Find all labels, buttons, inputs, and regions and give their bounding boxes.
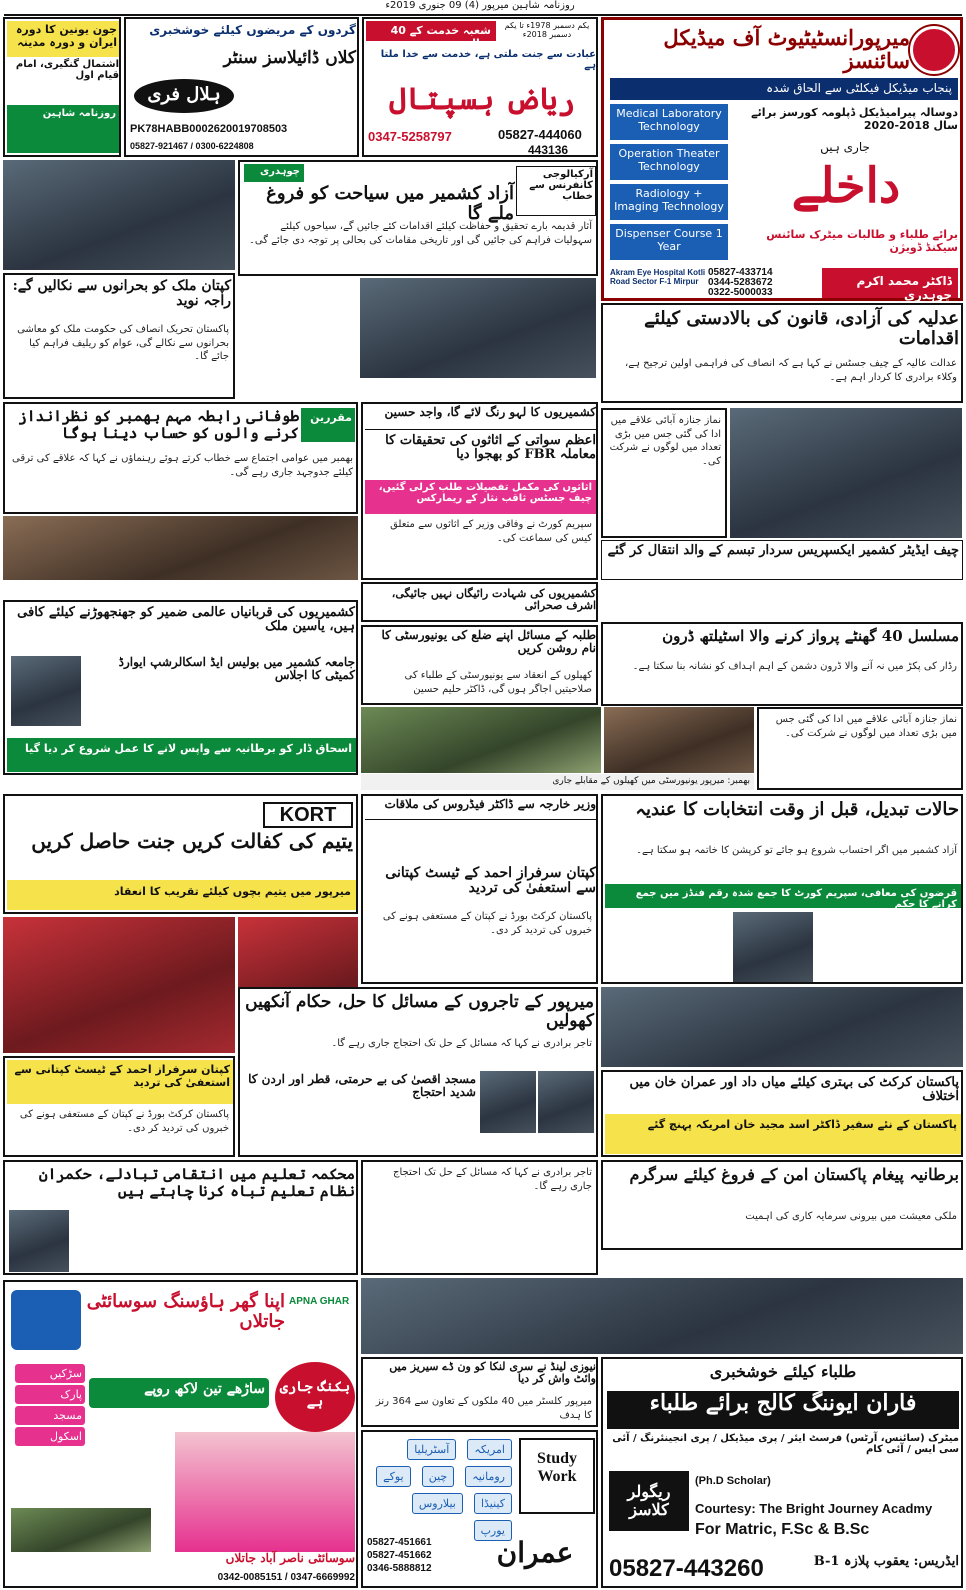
photo-orphans [3,917,235,1053]
drone-body: رڈار کی پکڑ میں نہ آنے والا ڈرون دشمن کے اہم اہداف کو نشانہ بنا سکتا ہے۔ [632,661,957,672]
institute-logo [910,26,958,74]
cricket-sub: پاکستان کے نئے سفیر ڈاکٹر اسد مجید خان امریکہ پہنچ گئے [605,1114,961,1154]
work-word: Work [537,1468,577,1485]
eligibility: برائے طلباء و طالبات میٹرک سائنس سیکنڈ ڈویژن [766,228,958,254]
conditions-headline: حالات تبدیل، قبل از وقت انتخابات کا عندیہ [635,799,959,820]
country-pill: چین [422,1466,455,1487]
cricket-headline: پاکستان کرکٹ کی بہتری کیلئے میاں داد اور عمران خان میں اختلاف [629,1075,959,1105]
study-word: Study [536,1450,578,1467]
riaz-since: یکم دسمبر 1978ء تا یکم دسمبر 2018ء [504,21,590,39]
ad-institute [601,17,963,301]
ad-study-work [361,1430,598,1588]
brief-headline: جون یونین کا دورہ ایران و دورہ مدینہ [7,21,119,57]
left-mid-body: پاکستان کرکٹ بورڈ نے کپتان کے مستعفی ہونے کی خبروں کی تردید کر دی۔ [19,1109,229,1134]
riaz-slogan: عبادت سے جنت ملتی ہے، خدمت سے خدا ملتا ہے [380,49,596,71]
study-work-logo [519,1438,595,1514]
country-pill: رومانیہ [465,1466,512,1487]
chief-editor-caption: چیف ایڈیٹر کشمیر ایکسپریس سردار تبسم کے والد انتقال کر گئے [601,540,963,580]
model-photo [175,1432,355,1552]
mid-brief-text: تاجر برادری نے کہا کہ مسائل کے حل تک احتجاج جاری رہے گا۔ [393,1167,592,1192]
feature-item: پارک [15,1385,85,1404]
apna-ghar-title: اپنا گھر ہاؤسنگ سوسائٹی جاتلاں [86,1291,285,1332]
traders-sub: مسجد اقصیٰ کی بے حرمتی، قطر اور اردن کا شدید احتجاج [248,1072,476,1100]
photo-sports [361,707,601,773]
judiciary-headline: عدلیہ کی آزادی، قانون کی بالادستی کیلئے اقدامات [644,308,959,349]
country-pill: یورپ [474,1520,512,1541]
study-phones [367,1536,471,1586]
housing-photo [11,1508,151,1552]
apna-ghar-logo [11,1290,81,1350]
story-martyrs [361,582,598,622]
sacrifice-footer: اسحاق ڈار کو برطانیہ سے واپس لانے کا عمل شروع کر دیا گیا [7,738,356,772]
feature-item: مسجد [15,1406,85,1425]
course-item: Medical Laboratory Technology [610,104,728,140]
students-sub: کھیلوں کے انعقاد سے یونیورسٹی کے طلباء کی صلاحیتیں اجاگر ہوں گی، ڈاکٹر حلیم حسین [404,670,592,695]
orphan-headline: یتیم کی کفالت کریں جنت حاصل کریں [31,829,353,853]
traders-body: تاجر برادری نے کہا کہ مسائل کے حل تک احتجاج جاری رہے گا۔ [331,1038,592,1049]
admission-word: داخلے [791,158,901,214]
feature-item: سڑکیں [15,1364,85,1383]
traders-headline: میرپور کے تاجروں کے مسائل کا حل، حکام آنکھیں کھولیں [245,992,594,1031]
photo-rally [3,516,358,580]
story-orphan [3,794,358,914]
country-pill: یوکے [376,1466,410,1487]
country-pill: آسٹریلیا [407,1439,456,1460]
story-tourism [238,160,598,276]
phone-number: 0344-5283672 [708,277,773,288]
uk-sub: ملکی معیشت میں بیرونی سرمایہ کاری کی اہمیت [745,1211,957,1222]
photo-audience [604,707,754,773]
phone-number: 0346-5888812 [367,1563,432,1574]
story-side-column [601,408,727,538]
photo-chief-editor [730,408,962,538]
story-uk [601,1160,963,1250]
tourism-body: آثار قدیمہ بارے تحقیق و حفاظت کیلئے اقدامات کئے جائیں گے، سیاحوں کیلئے سہولیات فراہم کی جائیں گی اور تاریخی مقامات کی بحالی پر توجہ دی جائے گی۔ [249,221,592,246]
fbr-body: سپریم کورٹ نے وفاقی وزیر کے اثاثوں سے متعلق کیس کی سماعت کی۔ [390,519,592,544]
fbr-sub: اثاثوں کی مکمل تفصیلات طلب کرلی گئیں، چیف جسٹس ثاقب نثار کے ریمارکس [365,480,596,514]
riaz-phone-primary: 0347-5258797 [368,129,452,144]
apna-ghar-phones: 0342-0085151 / 0347-6669992 [217,1572,355,1583]
portrait-yasin [11,656,81,726]
portrait-education [9,1210,69,1272]
kaptaan-body: پاکستان تحریک انصاف کی حکومت ملک کو معاشی بحرانوں سے نکالے گی، عوام کو ریلیف فراہم کیا جائے گا۔ [17,324,229,362]
country-pill: بیلاروس [412,1493,463,1514]
portrait-trader-1 [480,1071,536,1133]
program-line: دوسالہ پیرامیڈیکل ڈپلومہ کورسز برائے سال 2018-2020 [751,106,958,132]
nz-body: میرپور کلسٹر میں 40 ملکوں کے تعاون سے 364 رنز کا ہدف [375,1396,592,1421]
brief-footer: روزنامہ شاہین [7,105,119,153]
phone-number: 05827-451662 [367,1550,432,1561]
tourism-headline: آزاد کشمیر میں سیاحت کو فروغ ملے گا [266,183,514,224]
countries-grid [365,1436,515,1537]
story-drone [601,622,963,706]
college-top: طلباء کیلئے خوشخبری [709,1362,857,1381]
doctor-name: ڈاکٹر محمد اکرم چوہدری [822,268,958,298]
portrait-trader-2 [538,1071,594,1133]
college-phone: 05827-443260 [609,1555,764,1582]
story-left-mid [3,1056,235,1157]
storm-kicker: مقررین [301,408,355,442]
conditions-body: آزاد کشمیر میں اگر احتساب شروع ہو جائے تو کرپشن کا خاتمہ ہو سکتا ہے۔ [636,845,957,856]
left-mid-headline: کپتان سرفراز احمد کے ٹیسٹ کپتانی سے استعفیٰ کی تردید [7,1060,233,1104]
uk-headline: برطانیہ پیغام پاکستان امن کے فروغ کیلئے سرگرم [629,1165,959,1184]
institute-affiliation: پنجاب میڈیکل فیکلٹی سے الحاق شدہ [610,78,958,100]
phone-number: 0322-5000033 [708,287,773,298]
story-cricket [601,1070,963,1157]
course-item: Operation Theater Technology [610,144,728,180]
dialysis-brand: ہلال فری [134,79,234,113]
story-storm [3,402,358,514]
students-caption: بھمبر: میرپور یونیورسٹی میں کھیلوں کے مقابلے جاری [361,774,754,790]
foreign-body: پاکستان کرکٹ بورڈ نے کپتان کے مستعفی ہونے کی خبروں کی تردید کر دی۔ [382,911,592,936]
storm-body: بھمبر میں عوامی اجتماع سے خطاب کرتے ہوئے رہنماؤں نے کہا کہ علاقے کی ترقی کیلئے جدوجہد جاری رہے گی۔ [12,453,353,478]
phone-number: 05827-433714 [708,267,773,278]
tourism-kicker: چوہدری [244,164,304,182]
martyrs-headline: کشمیریوں کی شہادت رائیگاں نہیں جائیگی، اشرف صحرائی [391,587,596,613]
apna-ghar-plan: ساڑھے تین لاکھ روپے [89,1378,269,1408]
students-headline: طلبہ کے مسائل اپنے ضلع کی یونیورسٹی کا نام روشن کریں [381,628,596,656]
apna-ghar-features [15,1362,85,1502]
institute-name: میرپورانسٹیٹیوٹ آف میڈیکل سائنسز [663,25,910,74]
kaptaan-headline: کپتان ملک کو بحرانوں سے نکالیں گے: راجہ نوید [12,278,231,310]
study-name: عمران [496,1536,574,1569]
riaz-phone-tertiary: 443136 [528,143,569,157]
admission-continuing: جاری ہیں [820,140,870,154]
sacrifice-sub: جامعہ کشمیر میں بولیس ایڈ اسکالرشپ ایوارڈ کمیٹی کا اجلاس [118,655,355,683]
orphan-sub: میرپور میں یتیم بچوں کیلئے تقریب کا انعقاد [7,880,356,910]
phone-number: 05827-451661 [367,1537,432,1548]
story-traders [238,987,598,1157]
apna-ghar-brand: APNA GHAR [289,1296,350,1307]
judiciary-body: عدالت عالیہ کے چیف جسٹس نے کہا ہے کہ انصاف کی فراہمی اولین ترجیح ہے، وکلاء برادری کا کردار اہم ہے۔ [625,358,957,383]
photo-dignitaries [361,1278,963,1354]
brief-right-text: نماز جنازہ آبائی علاقے میں ادا کی گئی جس میں بڑی تعداد میں لوگوں نے شرکت کی۔ [775,714,957,739]
dialysis-name: کلاں ڈائیلاسز سنٹر [223,48,356,68]
foreign-banner: وزیر خارجہ سے ڈاکٹر فیڈروس کی ملاقات [365,798,596,820]
ad-riaz-hospital [362,17,598,157]
college-regular: ریگولر کلاسز [609,1471,689,1531]
feature-item: اسکول [15,1427,85,1446]
riaz-top: شعبہ خدمت کے 40 سال [366,21,496,41]
story-students [361,625,598,705]
college-levels: For Matric, F.Sc & B.Sc [695,1521,870,1538]
institute-phones [708,268,820,298]
country-pill: کینیڈا [474,1493,512,1514]
masthead-rule [4,14,962,16]
drone-headline: مسلسل 40 گھنٹے پرواز کرنے والا اسٹیلتھ ڈرون [662,627,959,645]
riaz-name: ریاض ہسپتال [388,82,576,117]
college-courtesy: Courtesy: The Bright Journey Acadmy [695,1501,933,1516]
ad-dialysis [124,17,359,157]
course-item: Dispenser Course 1 Year [610,224,728,260]
sacrifice-headline: کشمیریوں کی قربانیاں عالمی ضمیر کو جھنجھوڑنے کیلئے کافی ہیں، یاسین ملک [17,605,355,635]
news-brief-top [3,17,121,157]
story-fbr [361,402,598,580]
brief-right [757,707,963,790]
hospital-address: Akram Eye Hospital Kotli Road Sector F-1 Mirpur [610,268,706,286]
photo-meeting [601,987,963,1067]
dialysis-phones: 05827-921467 / 0300-6224808 [130,141,254,151]
fbr-banner: کشمیریوں کا لہو رنگ لائے گا، واجد حسین [365,406,596,430]
portrait-conditions [733,912,813,982]
dialysis-account: PK78HABB0002620019708503 [130,123,288,135]
brief-line: اشتمال گنگیری، امام قیام اول [15,59,119,81]
riaz-phone-secondary: 05827-444060 [498,127,582,142]
fbr-headline: اعظم سواتی کے اثاثوں کی تحقیقات کا معاملہ FBR کو بھجوا دیا [385,433,596,463]
photo-group [3,160,235,270]
course-item: Radiology + Imaging Technology [610,184,728,220]
dialysis-title: گردوں کے مریضوں کیلئے خوشخبری [149,23,356,37]
side-column-text: نماز جنازہ آبائی علاقے میں ادا کی گئی جس میں بڑی تعداد میں لوگوں نے شرکت کی۔ [609,415,721,467]
story-sacrifice [3,600,358,775]
apna-ghar-booking: بکنگ جاری ہے [275,1362,355,1432]
story-judiciary [601,303,963,403]
college-sub: میٹرک (سائنس، آرٹس) فرسٹ ایئر / پری میڈیکل / پری انجینئرنگ / آئی سی ایس / آئی کام [612,1433,959,1455]
story-conditions [601,794,963,984]
conditions-sub: قرضوں کی معافی، سپریم کورٹ کا جمع شدہ رقم فنڈز میں جمع کرانے کا حکم [605,884,961,908]
story-nz [361,1357,598,1427]
photo-conference [360,278,596,378]
orphan-org: KORT [263,802,353,828]
tourism-deck: آرکیالوجی کانفرنس سے خطاب [516,166,596,216]
story-education [3,1160,358,1275]
story-kaptaan [3,273,235,399]
story-foreign [361,794,598,984]
country-pill: امریکہ [467,1439,512,1460]
dateline: روزنامہ شاہین میرپور (4) 09 جنوری 2019ء [385,0,575,11]
education-headline: محکمہ تعلیم میں انتقامی تبادلے، حکمران نظام تعلیم تباہ کرنا چاہتے ہیں [38,1165,355,1200]
college-name: فاران ایوننگ کالج برائے طلباء [607,1391,959,1429]
college-scholar: (Ph.D Scholar) [695,1475,771,1487]
story-mid-brief [361,1160,598,1275]
course-list [610,104,728,264]
ad-apna-ghar [3,1280,358,1588]
college-address: ایڈریس: یعقوب پلازہ B-1 [813,1554,959,1569]
storm-headline: طوفانی رابطہ مہم بھمبر کو نظرانداز کرنے والوں کو حساب دینا ہوگا [18,407,299,442]
ad-college [601,1357,963,1588]
foreign-headline: کپتان سرفراز احمد کے ٹیسٹ کپتانی سے استعفیٰ کی تردید [385,865,596,897]
nz-headline: نیوزی لینڈ نے سری لنکا کو ون ڈے سیریز میں وائٹ واش کر دیا [389,1360,596,1386]
apna-ghar-office: سوسائٹی ناصر آباد جاتلاں [225,1551,355,1565]
